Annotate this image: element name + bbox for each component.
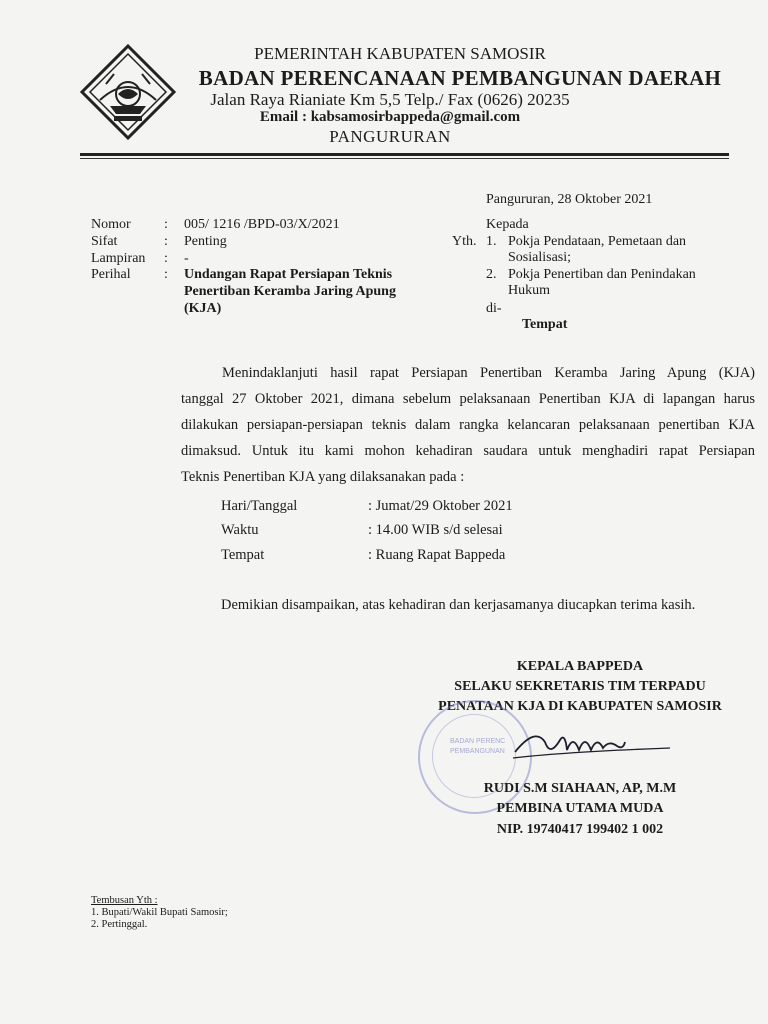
meta-label-lampiran: Lampiran [91, 251, 146, 266]
agency-city: PANGURURAN [329, 127, 451, 146]
detail-value-date: : Jumat/29 Oktober 2021 [368, 498, 513, 514]
meta-label-perihal: Perihal [91, 267, 131, 282]
signatory-name: RUDI S.M SIAHAAN, AP, M.M [483, 781, 677, 796]
recipient-kepada: Kepada [486, 217, 529, 232]
paragraph-line-5: Teknis Penertiban KJA yang dilaksanakan pada : [181, 469, 465, 485]
recipient-1-line-1: Pokja Pendataan, Pemetaan dan [508, 234, 687, 249]
subject-line-2: Penertiban Keramba Jaring Apung [184, 284, 396, 299]
cc-item-2: 2. Pertinggal. [91, 919, 148, 930]
stamp-text-2: PEMBANGUNAN [450, 748, 505, 755]
subject-line-1: Undangan Rapat Persiapan Teknis [184, 267, 393, 282]
meta-value-nomor: 005/ 1216 /BPD-03/X/2021 [184, 217, 340, 232]
signatory-title-3: PENATAAN KJA DI KABUPATEN SAMOSIR [438, 699, 722, 714]
header-divider-thick [80, 153, 729, 156]
signatory-rank: PEMBINA UTAMA MUDA [496, 801, 664, 816]
subject-line-3: (KJA) [184, 301, 222, 316]
meta-sep-lampiran: : [164, 251, 168, 266]
header-divider-thin [80, 158, 729, 159]
meta-value-lampiran: - [184, 251, 189, 266]
stamp-text-1: BADAN PERENC [450, 738, 506, 745]
meta-value-sifat: Penting [184, 234, 227, 249]
detail-value-time: : 14.00 WIB s/d selesai [368, 522, 503, 538]
recipient-2-line-1: Pokja Penertiban dan Penindakan [508, 267, 696, 282]
signatory-title-2: SELAKU SEKRETARIS TIM TERPADU [454, 679, 706, 694]
paragraph-line-2: tanggal 27 Oktober 2021, dimana sebelum pelaksanaan Penertiban KJA di lapangan harus [181, 391, 755, 407]
detail-label-time: Waktu [221, 522, 259, 538]
detail-value-place: : Ruang Rapat Bappeda [368, 547, 506, 563]
recipient-tempat: Tempat [522, 317, 568, 332]
recipient-1-line-2: Sosialisasi; [508, 250, 572, 265]
meta-label-nomor: Nomor [91, 217, 131, 232]
cc-item-1: 1. Bupati/Wakil Bupati Samosir; [91, 907, 228, 918]
meta-label-sifat: Sifat [91, 234, 118, 249]
agency-address: Jalan Raya Rianiate Km 5,5 Telp./ Fax (0626) 20235 [210, 90, 570, 109]
meta-sep-perihal: : [164, 267, 168, 282]
paragraph-line-3: dilakukan persiapan-persiapan teknis dalam rangka kelancaran pelaksanaan penertiban KJA [181, 417, 755, 433]
signatory-title-1: KEPALA BAPPEDA [516, 659, 644, 674]
meta-sep-sifat: : [164, 234, 168, 249]
recipient-di: di- [486, 301, 502, 316]
recipient-1-num: 1. [486, 234, 497, 249]
gov-header: PEMERINTAH KABUPATEN SAMOSIR [254, 44, 546, 63]
meta-sep-nomor: : [164, 217, 168, 232]
paragraph-line-1: Menindaklanjuti hasil rapat Persiapan Penertiban Keramba Jaring Apung (KJA) [222, 365, 755, 381]
recipient-2-line-2: Hukum [508, 283, 550, 298]
detail-label-date: Hari/Tanggal [221, 498, 298, 514]
paragraph-line-4: dimaksud. Untuk itu kami mohon kehadiran saudara untuk menghadiri rapat Persiapan [181, 443, 755, 459]
closing-sentence: Demikian disampaikan, atas kehadiran dan kerjasamanya diucapkan terima kasih. [221, 597, 696, 613]
letter-date: Pangururan, 28 Oktober 2021 [486, 192, 653, 207]
recipient-yth: Yth. [452, 234, 477, 249]
detail-label-place: Tempat [221, 547, 265, 563]
signatory-nip: NIP. 19740417 199402 1 002 [496, 822, 664, 837]
handwritten-signature [505, 722, 675, 772]
agency-email: Email : kabsamosirbappeda@gmail.com [259, 109, 521, 125]
cc-heading: Tembusan Yth : [91, 895, 158, 906]
agency-name: BADAN PERENCANAAN PEMBANGUNAN DAERAH [198, 66, 722, 90]
recipient-2-num: 2. [486, 267, 497, 282]
